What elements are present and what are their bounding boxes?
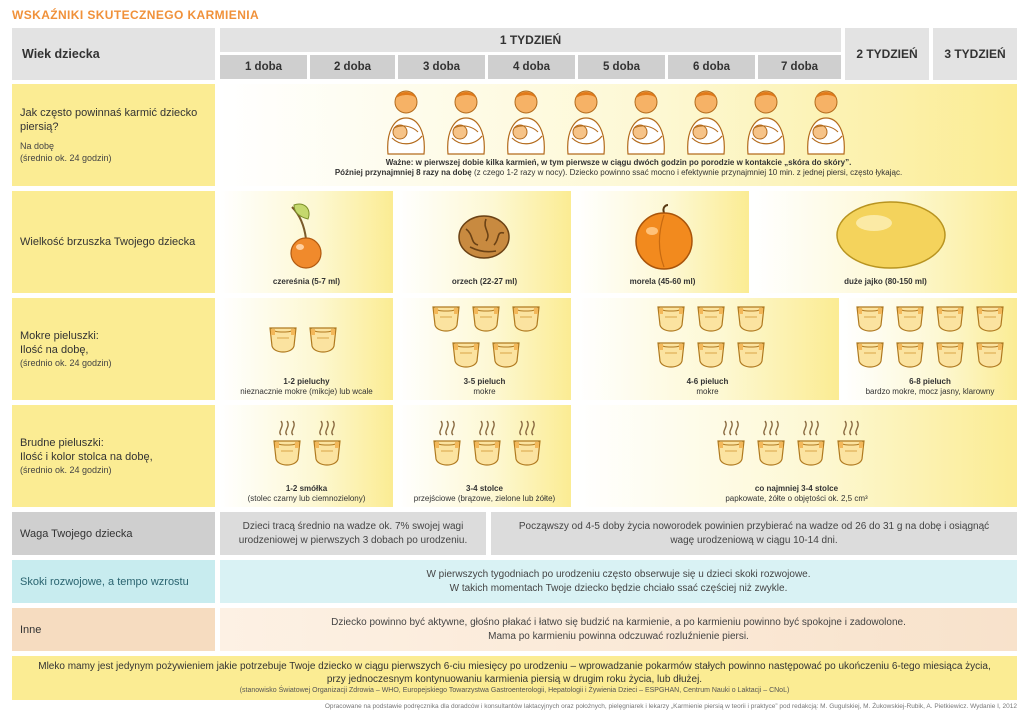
cherry-icon bbox=[284, 201, 328, 271]
dirty-diaper-icon bbox=[472, 419, 502, 469]
leaps-text-1: W pierwszych tygodniach po urodzeniu często obserwuje się u dzieci skoki rozwojowe. bbox=[426, 568, 811, 580]
wet-diaper-icon bbox=[656, 303, 686, 335]
age-header: Wiek dziecka bbox=[12, 28, 215, 80]
wet-4-desc: bardzo mokre, mocz jasny, klarowny bbox=[865, 387, 995, 396]
stomach-cell-4 bbox=[754, 191, 1017, 293]
dirty-3-desc: papkowate, żółte o objętości ok. 2,5 cm³ bbox=[725, 494, 868, 503]
feeding-note bbox=[220, 158, 1017, 178]
nursing-mother-icon bbox=[740, 88, 792, 156]
dirty-label-2: Ilość i kolor stolca na dobę, bbox=[20, 451, 153, 463]
dirty-2-title: 3-4 stolce bbox=[466, 484, 503, 493]
wet-sub: (średnio ok. 24 godzin) bbox=[20, 358, 112, 368]
weight-label: Waga Twojego dziecka bbox=[12, 512, 215, 555]
wet-3-desc: mokre bbox=[696, 387, 719, 396]
leaps-text bbox=[220, 560, 1017, 603]
wet-diaper-icon bbox=[471, 303, 501, 335]
egg-caption: duże jajko (80-150 ml) bbox=[844, 277, 927, 286]
wet-diaper-icon bbox=[431, 303, 461, 335]
wet-cell-4 bbox=[843, 298, 1017, 400]
credit: Opracowane na podstawie podręcznika dla doradców i konsultantów laktacyjnych oraz położnych, pielęgniarek i lekarzy „Karmienie piersią w teorii i praktyce” pod redakcją: M. Gugulskiej, M. Żukowskiej-Rubik, A. Pietkiewicz. Wydanie I, 2012 bbox=[324, 703, 1017, 710]
wet-diaper-icon bbox=[895, 339, 925, 371]
stomach-cell-1 bbox=[220, 191, 393, 293]
nursing-mother-icon bbox=[500, 88, 552, 156]
wet-diaper-icon bbox=[736, 303, 766, 335]
weight-left: Dzieci tracą średnio na wadze ok. 7% swojej wagi urodzeniowej w pierwszych 3 dobach po urodzeniu. bbox=[220, 512, 486, 555]
nursing-mother-icon bbox=[380, 88, 432, 156]
wet-diaper-icon bbox=[268, 324, 298, 356]
footer-line2: przy jednoczesnym kontynuowaniu karmienia piersią w drugim roku życia, lub dłużej. bbox=[326, 674, 703, 685]
stomach-cell-3 bbox=[576, 191, 749, 293]
page-title: WSKAŹNIKI SKUTECZNEGO KARMIENIA bbox=[12, 8, 260, 22]
wet-3-title: 4-6 pieluch bbox=[686, 377, 729, 386]
week3-header: 3 TYDZIEŃ bbox=[933, 28, 1017, 80]
leaps-label: Skoki rozwojowe, a tempo wzrostu bbox=[12, 560, 215, 603]
dirty-diaper-icon bbox=[796, 419, 826, 469]
walnut-caption: orzech (22-27 ml) bbox=[451, 277, 518, 286]
feeding-question: Jak często powinnaś karmić dziecko piersią? bbox=[20, 107, 198, 133]
feeding-note-bold: Ważne: w pierwszej dobie kilka karmień, w tym pierwsze w ciągu dwóch godzin po porodzie w kontakcie „skóra do skóry”. bbox=[385, 158, 852, 167]
wet-diaper-icon bbox=[696, 339, 726, 371]
feeding-note2-bold: Później przynajmniej 8 razy na dobę bbox=[334, 168, 472, 177]
nursing-mother-icon bbox=[560, 88, 612, 156]
footer-box bbox=[12, 656, 1017, 700]
wet-1-title: 1-2 pieluchy bbox=[283, 377, 330, 386]
feeding-sub1: Na dobę bbox=[20, 141, 55, 151]
wet-diaper-icon bbox=[935, 303, 965, 335]
feeding-sub2: (średnio ok. 24 godzin) bbox=[20, 153, 112, 163]
wet-2-desc: mokre bbox=[473, 387, 496, 396]
feeding-cell bbox=[220, 84, 1017, 186]
wet-diaper-icon bbox=[855, 339, 885, 371]
day-7: 7 doba bbox=[758, 55, 841, 79]
dirty-cell-2 bbox=[398, 405, 571, 507]
nursing-mother-icon bbox=[440, 88, 492, 156]
dirty-diaper-icon bbox=[312, 419, 342, 469]
dirty-diaper-icon bbox=[716, 419, 746, 469]
nursing-mother-icon bbox=[680, 88, 732, 156]
dirty-1-title: 1-2 smółka bbox=[285, 484, 328, 493]
dirty-1-desc: (stolec czarny lub ciemnozielony) bbox=[247, 494, 366, 503]
wet-diaper-icon bbox=[736, 339, 766, 371]
wet-cell-3 bbox=[576, 298, 839, 400]
dirty-2-desc: przejściowe (brązowe, zielone lub żółte) bbox=[413, 494, 556, 503]
wet-label-1: Mokre pieluszki: bbox=[20, 330, 99, 342]
other-text bbox=[220, 608, 1017, 651]
other-text-2: Mama po karmieniu powinna odczuwać rozluźnienie piersi. bbox=[488, 630, 749, 642]
wet-diaper-icon bbox=[935, 339, 965, 371]
wet-diaper-icon bbox=[975, 339, 1005, 371]
other-text-1: Dziecko powinno być aktywne, głośno płakać i łatwo się budzić na karmienie, a po karmieniu powinno być spokojne i zadowolone. bbox=[331, 616, 906, 628]
leaps-text-2: W takich momentach Twoje dziecko będzie chciało ssać częściej niż zwykle. bbox=[449, 582, 788, 594]
dirty-diaper-icon bbox=[836, 419, 866, 469]
day-5: 5 doba bbox=[578, 55, 665, 79]
dirty-diaper-icon bbox=[432, 419, 462, 469]
stomach-cell-2 bbox=[398, 191, 571, 293]
cherry-caption: czereśnia (5-7 ml) bbox=[272, 277, 341, 286]
wet-diaper-icon bbox=[975, 303, 1005, 335]
wet-cell-2 bbox=[398, 298, 571, 400]
dirty-diaper-icon bbox=[756, 419, 786, 469]
nursing-mother-icon bbox=[620, 88, 672, 156]
day-2: 2 doba bbox=[310, 55, 395, 79]
other-label: Inne bbox=[12, 608, 215, 651]
feeding-label bbox=[12, 84, 215, 186]
week2-header: 2 TYDZIEŃ bbox=[845, 28, 929, 80]
day-6: 6 doba bbox=[668, 55, 755, 79]
walnut-icon bbox=[456, 211, 512, 263]
day-1: 1 doba bbox=[220, 55, 307, 79]
wet-diaper-icon bbox=[451, 339, 481, 371]
stomach-label: Wielkość brzuszka Twojego dziecka bbox=[12, 191, 215, 293]
feeding-note2-rest: (z czego 1-2 razy w nocy). Dziecko powinno ssać mocno i efektywnie przynajmniej 10 min. z jednej piersi, często łykając. bbox=[471, 168, 903, 177]
dirty-cell-3 bbox=[576, 405, 1017, 507]
day-4: 4 doba bbox=[488, 55, 575, 79]
wet-4-title: 6-8 pieluch bbox=[909, 377, 951, 386]
dirty-label bbox=[12, 405, 215, 507]
footer-line3: (stanowisko Światowej Organizacji Zdrowia – WHO, Europejskiego Towarzystwa Gastroenterologii, Hepatologii i Żywienia Dzieci – ESPGHAN, Centrum Nauki o Laktacji – CNoL) bbox=[239, 687, 790, 694]
wet-1-desc: nieznacznie mokre (mikcje) lub wcale bbox=[240, 387, 373, 396]
nursing-mothers bbox=[380, 88, 860, 158]
weight-right: Począwszy od 4-5 doby życia noworodek powinien przybierać na wadze od 26 do 31 g na dobę i osiągnąć wagę urodzeniową w ciągu 10-14 dni. bbox=[491, 512, 1017, 555]
dirty-cell-1 bbox=[220, 405, 393, 507]
dirty-label-1: Brudne pieluszki: bbox=[20, 437, 104, 449]
wet-diaper-icon bbox=[696, 303, 726, 335]
wet-diaper-icon bbox=[855, 303, 885, 335]
wet-diaper-icon bbox=[491, 339, 521, 371]
week1-header: 1 TYDZIEŃ bbox=[220, 28, 841, 52]
footer-line1: Mleko mamy jest jedynym pożywieniem jakie potrzebuje Twoje dziecko w ciągu pierwszych 6-ciu miesięcy po urodzeniu – wprowadzanie pokarmów stałych powinno następować po ukończeniu 6-tego miesiąca życia, bbox=[38, 661, 991, 672]
dirty-diaper-icon bbox=[272, 419, 302, 469]
apricot-icon bbox=[632, 203, 696, 271]
egg-icon bbox=[834, 199, 948, 271]
dirty-3-title: co najmniej 3-4 stolce bbox=[754, 484, 839, 493]
dirty-diaper-icon bbox=[512, 419, 542, 469]
wet-diaper-icon bbox=[511, 303, 541, 335]
nursing-mother-icon bbox=[800, 88, 852, 156]
apricot-caption: morela (45-60 ml) bbox=[629, 277, 696, 286]
wet-cell-1 bbox=[220, 298, 393, 400]
wet-diaper-icon bbox=[895, 303, 925, 335]
wet-label-2: Ilość na dobę, bbox=[20, 344, 89, 356]
wet-diaper-icon bbox=[308, 324, 338, 356]
wet-2-title: 3-5 pieluch bbox=[463, 377, 506, 386]
day-3: 3 doba bbox=[398, 55, 485, 79]
wet-diaper-icon bbox=[656, 339, 686, 371]
dirty-sub: (średnio ok. 24 godzin) bbox=[20, 465, 112, 475]
wet-label bbox=[12, 298, 215, 400]
